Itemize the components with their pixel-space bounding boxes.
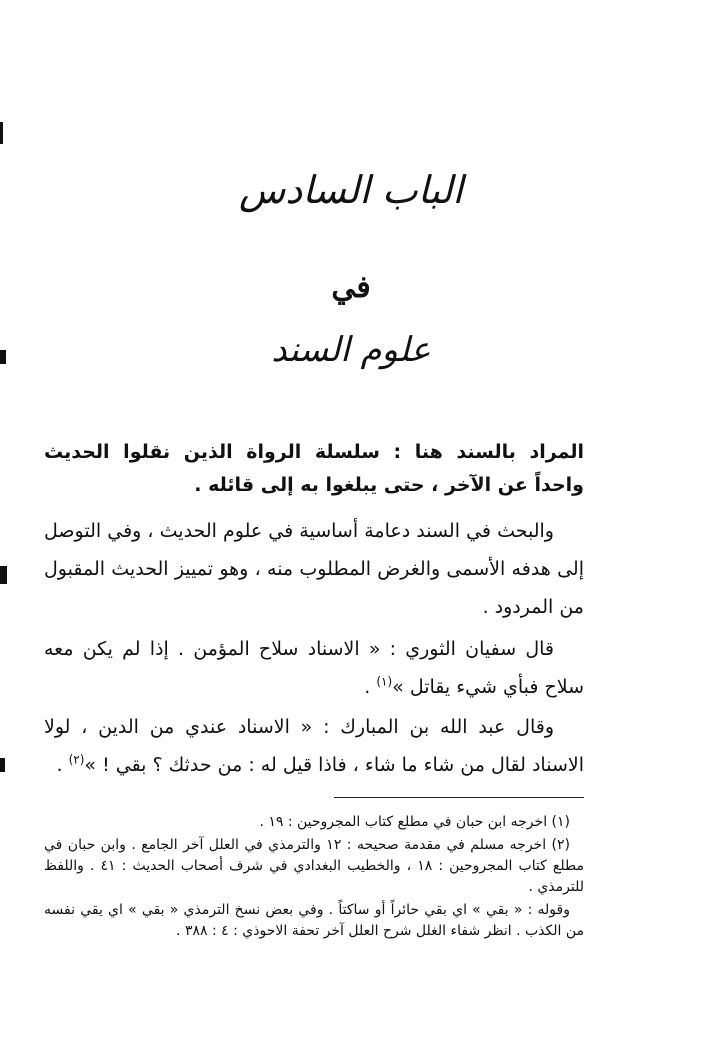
definition-paragraph: المراد بالسند هنا : سلسلة الرواة الذين نقلوا الحديث واحداً عن الآخر ، حتى يبلغوا به إلى قائله . bbox=[44, 441, 584, 496]
chapter-subject-text: علوم السند bbox=[271, 330, 431, 370]
footnote-ref-1: (١) bbox=[376, 674, 393, 689]
chapter-subject bbox=[0, 330, 702, 370]
body-paragraph-2 bbox=[44, 630, 584, 706]
footnote-3: وقوله : « بقي » اي بقي حائراً أو ساكتاً . وفي بعض نسخ الترمذي « بقي » اي يقي نفسه من الكذب . انظر شفاء الغلل شرح العلل آخر تحفة الاحوذي : ٤ : ٣٨٨ . bbox=[44, 902, 584, 939]
chapter-connector bbox=[0, 270, 702, 305]
scan-edge-mark bbox=[0, 566, 7, 584]
paragraph-end: . bbox=[56, 754, 69, 776]
chapter-connector-text: في bbox=[331, 270, 371, 305]
quote-ibn-mubarak: وقال عبد الله بن المبارك : « الاسناد عندي من الدين ، لولا الاسناد لقال من شاء ما شاء ، فاذا قيل له : من حدثك ؟ بقي ! » bbox=[44, 716, 584, 776]
quote-thawri: قال سفيان الثوري : « الاسناد سلاح المؤمن . إذا لم يكن معه سلاح فبأي شيء يقاتل » bbox=[44, 638, 584, 698]
scan-edge-mark bbox=[0, 122, 3, 144]
body-paragraph-1: والبحث في السند دعامة أساسية في علوم الحديث ، وفي التوصل إلى هدفه الأسمى والغرض المطلوب منه ، وهو تمييز الحديث المقبول من المردود . bbox=[44, 520, 584, 618]
footnotes bbox=[44, 812, 584, 944]
chapter-title bbox=[0, 168, 702, 212]
footnote-1: (١) اخرجه ابن حبان في مطلع كتاب المجروحين : ١٩ . bbox=[259, 814, 570, 830]
body-paragraph-3 bbox=[44, 708, 584, 784]
chapter-title-text: الباب السادس bbox=[239, 168, 463, 212]
footnote-separator bbox=[334, 797, 584, 798]
paragraph-end: . bbox=[364, 676, 377, 698]
footnote-2: (٢) اخرجه مسلم في مقدمة صحيحه : ١٢ والترمذي في العلل آخر الجامع . وابن حبان في مطلع كتاب المجروحين : ١٨ ، والخطيب البغدادي في شرف أصحاب الحديث : ٤١ . واللفظ للترمذي . bbox=[44, 837, 584, 895]
scan-edge-mark bbox=[0, 758, 5, 772]
footnote-ref-2: (٢) bbox=[68, 752, 85, 767]
